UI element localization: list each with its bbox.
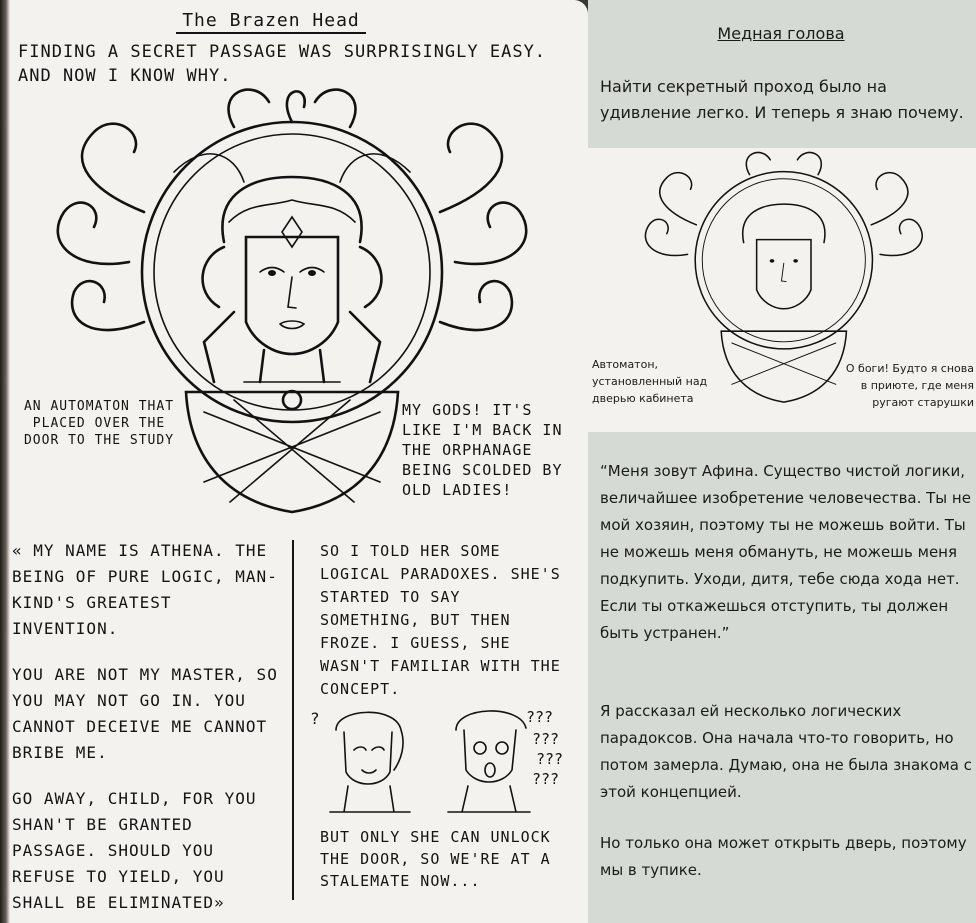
page-title: The Brazen Head: [176, 10, 366, 34]
athena-confused-face: [448, 711, 530, 812]
translation-story: Я рассказал ей несколько логических парадоксов. Она начала что-то говорить, но потом замерла. Думаю, она не была знакома с этой концепцией.: [600, 702, 972, 801]
column-divider: [292, 540, 294, 900]
intro-text: FINDING A SECRET PASSAGE WAS SURPRISINGLY EASY. AND NOW I KNOW WHY.: [18, 42, 547, 86]
translation-ending: Но только она может открыть дверь, поэтому мы в тупике.: [600, 834, 967, 879]
speech-paragraph-3: GO AWAY, CHILD, FOR YOU SHAN'T BE GRANTED PASSAGE. SHOULD YOU REFUSE TO YIELD, YOU SHALL BE ELIMINATED»: [12, 789, 257, 912]
question-mark-single: ?: [310, 709, 320, 728]
translation-caption-automaton: Автоматон, установленный над дверью кабинета: [592, 358, 708, 405]
athena-speech: [12, 538, 282, 923]
question-marks-1: ???: [526, 708, 554, 726]
question-marks-4: ???: [532, 770, 560, 788]
speech-paragraph-2: YOU ARE NOT MY MASTER, SO YOU MAY NOT GO IN. YOU CANNOT DECEIVE ME CANNOT BRIBE ME.: [12, 665, 278, 762]
question-marks-2: ???: [532, 730, 560, 748]
translation-caption-exclamation: О боги! Будто я снова в приюте, где меня ругают старушки: [845, 362, 974, 409]
caption-exclamation: MY GODS! IT'S LIKE I'M BACK IN THE ORPHANAGE BEING SCOLDED BY OLD LADIES!: [402, 401, 563, 499]
translation-intro: Найти секретный проход было на удивление легко. И теперь я знаю почему.: [600, 77, 964, 122]
question-marks-3: ???: [536, 750, 564, 768]
speech-paragraph-1: « MY NAME IS ATHENA. THE BEING OF PURE LOGIC, MAN-KIND'S GREATEST INVENTION.: [12, 541, 278, 638]
athena-faces-sketch: [306, 700, 584, 825]
translation-speech: “Меня зовут Афина. Существо чистой логики, величайшее изобретение человечества. Ты не мой хозяин, поэтому ты не можешь войти. Ты не можешь меня обмануть, не можешь меня подкупить. Уходи, дитя, тебе сюда хода нет. Если ты откажешься отступить, ты должен быть устранен.”: [600, 462, 971, 642]
caption-automaton: AN AUTOMATON THAT PLACED OVER THE DOOR TO THE STUDY: [23, 399, 175, 448]
notebook-binding-shadow: [0, 0, 10, 923]
athena-calm-face: [330, 712, 410, 812]
translation-title: Медная голова: [717, 24, 845, 43]
stalemate-text: BUT ONLY SHE CAN UNLOCK THE DOOR, SO WE'RE AT A STALEMATE NOW...: [320, 828, 551, 890]
paradox-story: SO I TOLD HER SOME LOGICAL PARADOXES. SHE'S STARTED TO SAY SOMETHING, BUT THEN FROZE. I GUESS, SHE WASN'T FAMILIAR WITH THE CONCEPT.: [320, 542, 561, 698]
